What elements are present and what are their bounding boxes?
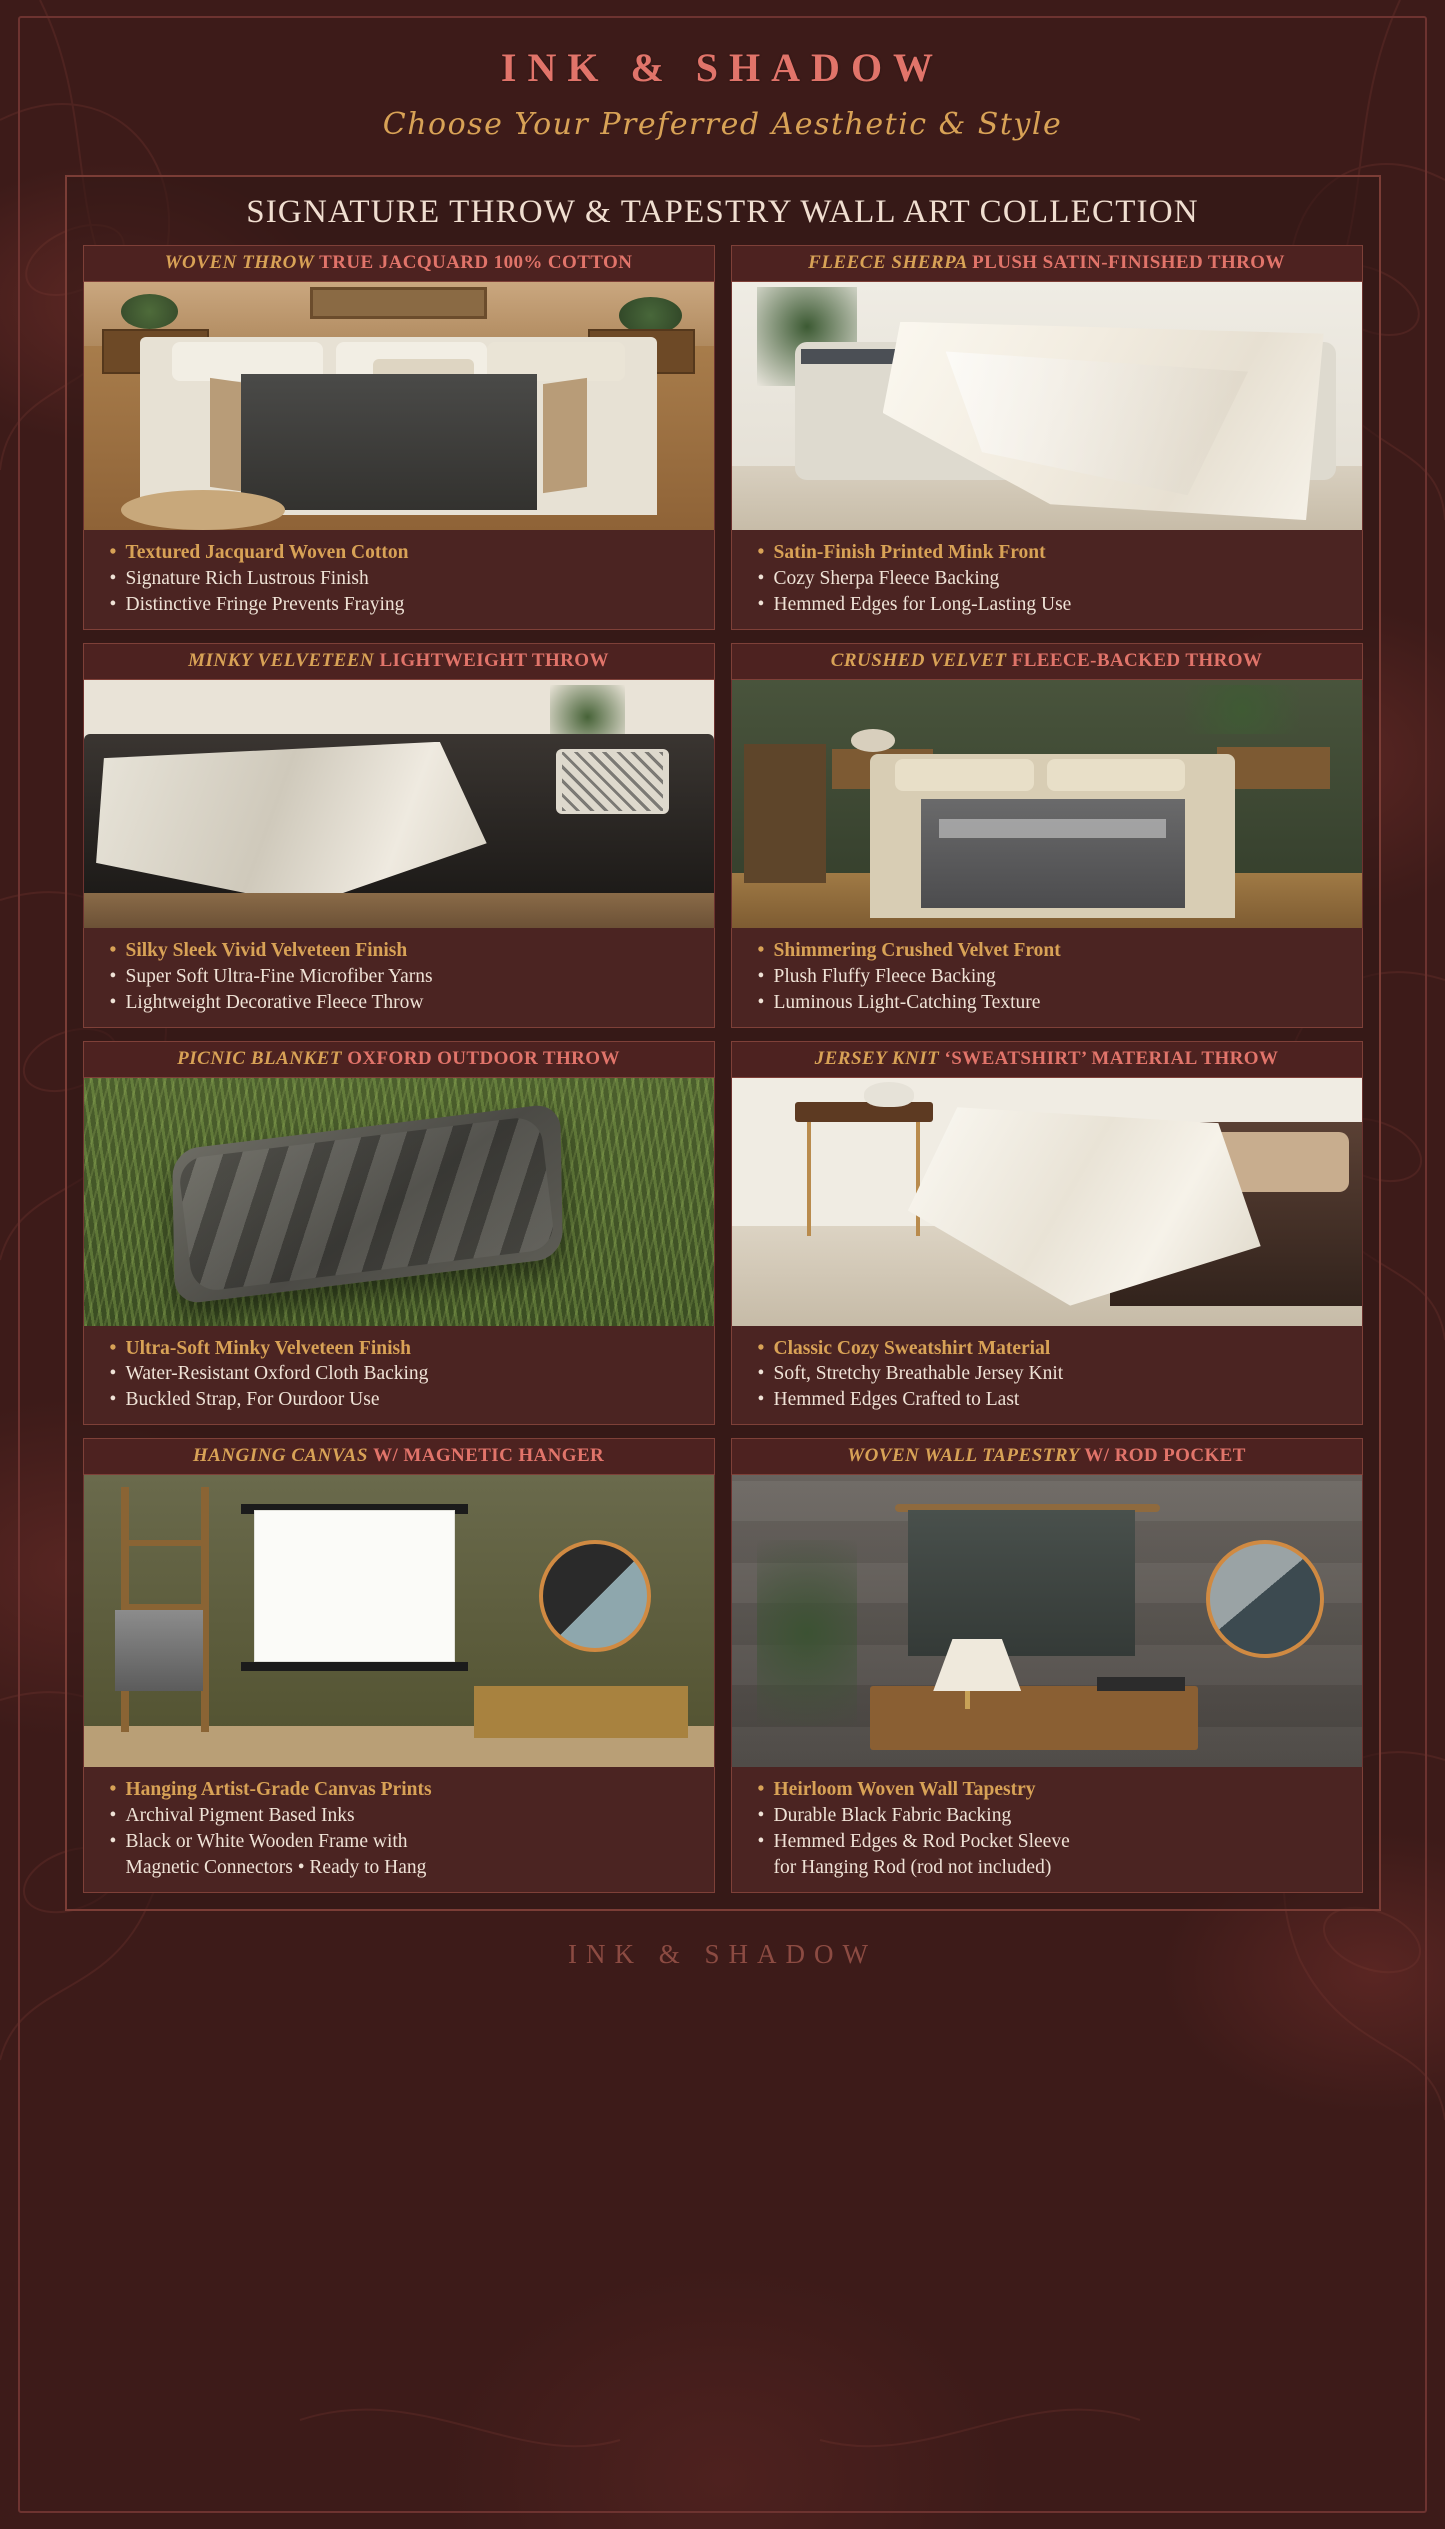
feature-item: • Archival Pigment Based Inks: [110, 1803, 702, 1829]
product-title-rest: W/ MAGNETIC HANGER: [373, 1445, 605, 1467]
detail-zoom-circle: [539, 1540, 651, 1652]
product-title-minky-velveteen: [83, 643, 715, 680]
product-title-rest: OXFORD OUTDOOR THROW: [347, 1047, 620, 1069]
product-title-rest: TRUE JACQUARD 100% COTTON: [319, 252, 633, 273]
feature-item: • Luminous Light-Catching Texture: [758, 990, 1350, 1016]
product-card-woven-wall-tapestry: [731, 1438, 1363, 1893]
product-title-hanging-canvas: [83, 1438, 715, 1475]
product-title-emphasis: FLEECE SHERPA: [808, 252, 973, 273]
product-card-woven-throw: [83, 245, 715, 630]
product-title-emphasis: WOVEN THROW: [164, 252, 320, 273]
feature-item: • Classic Cozy Sweatshirt Material: [758, 1336, 1350, 1362]
product-title-picnic-blanket: [83, 1041, 715, 1078]
feature-item: • Hemmed Edges & Rod Pocket Sleeve: [758, 1829, 1350, 1855]
feature-item: • Water-Resistant Oxford Cloth Backing: [110, 1361, 702, 1387]
product-title-emphasis: HANGING CANVAS: [192, 1445, 374, 1467]
product-title-rest: PLUSH SATIN-FINISHED THROW: [972, 252, 1285, 273]
minky-velveteen-leather-sofa-photo: [83, 680, 715, 928]
feature-item: • Durable Black Fabric Backing: [758, 1803, 1350, 1829]
product-title-emphasis: PICNIC BLANKET: [177, 1047, 348, 1069]
product-features-crushed-velvet: [731, 928, 1363, 1028]
detail-zoom-circle: [1206, 1540, 1324, 1658]
footer-brand: INK & SHADOW: [568, 1938, 877, 1969]
feature-item: • Black or White Wooden Frame with: [110, 1829, 702, 1855]
product-card-jersey-knit: [731, 1041, 1363, 1426]
product-title-emphasis: WOVEN WALL TAPESTRY: [847, 1445, 1085, 1467]
product-title-crushed-velvet: [731, 643, 1363, 680]
feature-item: • Distinctive Fringe Prevents Fraying: [110, 592, 702, 618]
product-title-emphasis: MINKY VELVETEEN: [188, 649, 380, 671]
feature-item: • Soft, Stretchy Breathable Jersey Knit: [758, 1361, 1350, 1387]
feature-item: • Super Soft Ultra-Fine Microfiber Yarns: [110, 964, 702, 990]
brand-tagline: Choose Your Preferred Aesthetic & Style: [382, 107, 1063, 142]
product-card-minky-velveteen: [83, 643, 715, 1028]
product-title-fleece-sherpa: [731, 245, 1363, 282]
feature-item: • Hanging Artist-Grade Canvas Prints: [110, 1777, 702, 1803]
product-title-rest: FLEECE-BACKED THROW: [1011, 649, 1263, 671]
feature-item: • Satin-Finish Printed Mink Front: [758, 540, 1350, 566]
feature-item: • Lightweight Decorative Fleece Throw: [110, 990, 702, 1016]
product-card-hanging-canvas: [83, 1438, 715, 1893]
product-features-woven-wall-tapestry: [731, 1767, 1363, 1893]
product-card-picnic-blanket: [83, 1041, 715, 1426]
feature-item: • Silky Sleek Vivid Velveteen Finish: [110, 938, 702, 964]
product-title-emphasis: CRUSHED VELVET: [830, 649, 1012, 671]
feature-item: • Buckled Strap, For Ourdoor Use: [110, 1387, 702, 1413]
product-title-rest: LIGHTWEIGHT THROW: [379, 649, 609, 671]
fleece-sherpa-sofa-photo: [731, 282, 1363, 530]
feature-item: • Signature Rich Lustrous Finish: [110, 566, 702, 592]
jersey-knit-throw-chair-photo: [731, 1078, 1363, 1326]
crushed-velvet-bedroom-photo: [731, 680, 1363, 928]
feature-item: • Heirloom Woven Wall Tapestry: [758, 1777, 1350, 1803]
hanging-canvas-wall-photo: [83, 1475, 715, 1767]
feature-item-continued: for Hanging Rod (rod not included): [773, 1857, 1052, 1879]
woven-wall-tapestry-photo: [731, 1475, 1363, 1767]
product-title-jersey-knit: [731, 1041, 1363, 1078]
product-features-fleece-sherpa: [731, 530, 1363, 630]
product-title-woven-throw: [83, 245, 715, 282]
feature-item: • Ultra-Soft Minky Velveteen Finish: [110, 1336, 702, 1362]
panel-title: SIGNATURE THROW & TAPESTRY WALL ART COLLECTION: [246, 194, 1199, 230]
brand-title: INK & SHADOW: [500, 45, 945, 90]
product-features-picnic-blanket: [83, 1326, 715, 1426]
product-features-jersey-knit: [731, 1326, 1363, 1426]
feature-item: • Cozy Sherpa Fleece Backing: [758, 566, 1350, 592]
feature-item: • Hemmed Edges for Long-Lasting Use: [758, 592, 1350, 618]
product-title-rest: ‘SWEATSHIRT’ MATERIAL THROW: [944, 1047, 1279, 1069]
product-title-rest: W/ ROD POCKET: [1084, 1445, 1246, 1467]
picnic-blanket-grass-photo: [83, 1078, 715, 1326]
feature-item-continued: Magnetic Connectors • Ready to Hang: [125, 1857, 427, 1879]
feature-item: • Textured Jacquard Woven Cotton: [110, 540, 702, 566]
woven-throw-bedroom-photo: [83, 282, 715, 530]
collection-panel: [65, 175, 1381, 1911]
product-grid: [83, 245, 1363, 1893]
feature-item: • Plush Fluffy Fleece Backing: [758, 964, 1350, 990]
product-features-minky-velveteen: [83, 928, 715, 1028]
product-features-woven-throw: [83, 530, 715, 630]
product-title-woven-wall-tapestry: [731, 1438, 1363, 1475]
product-features-hanging-canvas: [83, 1767, 715, 1893]
feature-item: • Hemmed Edges Crafted to Last: [758, 1387, 1350, 1413]
product-card-crushed-velvet: [731, 643, 1363, 1028]
product-title-emphasis: JERSEY KNIT: [814, 1047, 945, 1069]
product-card-fleece-sherpa: [731, 245, 1363, 630]
feature-item: • Shimmering Crushed Velvet Front: [758, 938, 1350, 964]
